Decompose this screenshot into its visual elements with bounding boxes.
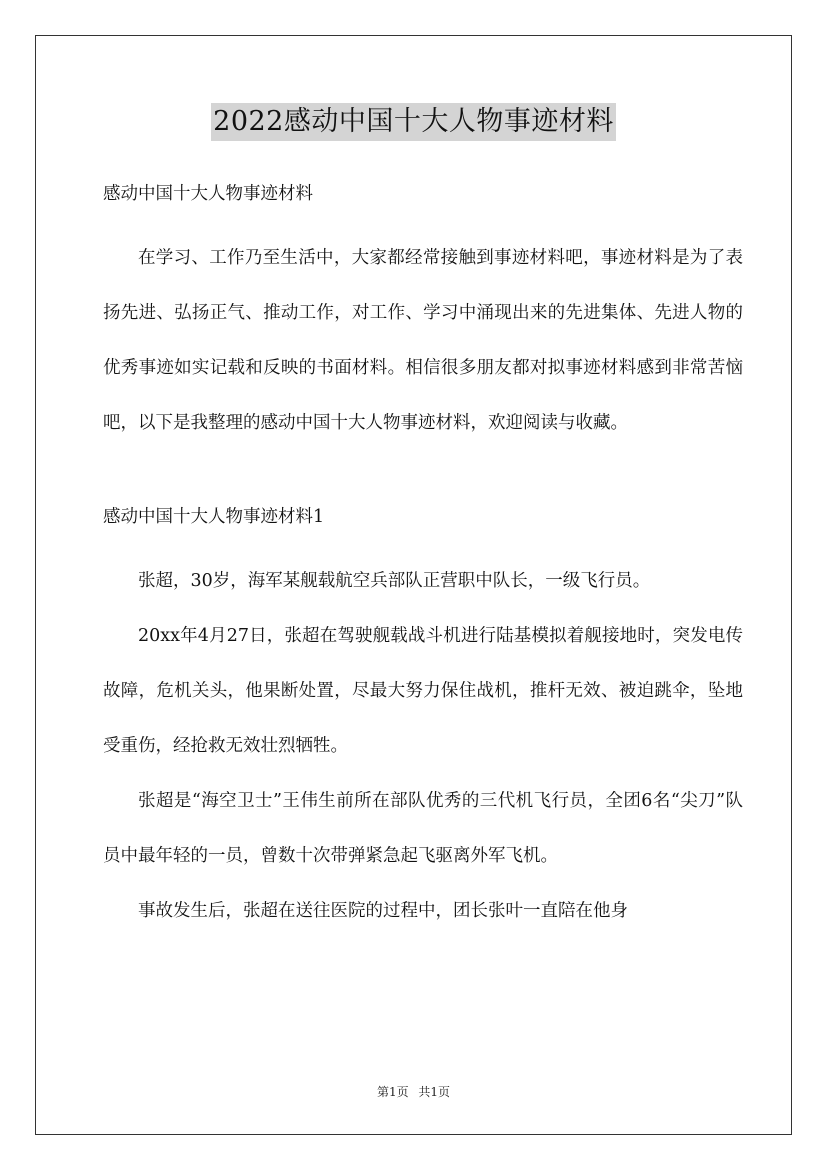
document-title: 2022感动中国十大人物事迹材料: [211, 103, 616, 141]
spacer: [103, 535, 743, 554]
section-heading: 感动中国十大人物事迹材料1: [103, 507, 325, 527]
spacer: [103, 451, 743, 499]
page-total: 共1页: [418, 1085, 451, 1099]
section-paragraph: 20xx年4月27日，张超在驾驶舰载战斗机进行陆基模拟着舰接地时，突发电传故障，危机关头，他果断处置，尽最大努力保住战机，推杆无效、被迫跳伞，坠地受重伤，经抢救无效壮烈牺牲。: [103, 626, 743, 756]
intro-paragraph: 在学习、工作乃至生活中，大家都经常接触到事迹材料吧，事迹材料是为了表扬先进、弘扬正气、推动工作，对工作、学习中涌现出来的先进集体、先进人物的优秀事迹如实记载和反映的书面材料。相信很多朋友都对拟事迹材料感到非常苦恼吧，以下是我整理的感动中国十大人物事迹材料，欢迎阅读与收藏。: [103, 248, 743, 433]
page-number: 第1页: [376, 1085, 409, 1099]
section-paragraph: 张超，30岁，海军某舰载航空兵部队正营职中队长，一级飞行员。: [138, 571, 651, 591]
title-container: [0, 103, 827, 141]
spacer: [103, 212, 743, 231]
section-paragraph: 张超是“海空卫士”王伟生前所在部队优秀的三代机飞行员，全团6名“尖刀”队员中最年轻的一员，曾数十次带弹紧急起飞驱离外军飞机。: [103, 791, 743, 866]
page-footer: [0, 1083, 827, 1100]
section-paragraph: 事故发生后，张超在送往医院的过程中，团长张叶一直陪在他身: [138, 901, 628, 921]
document-body: [103, 176, 743, 939]
document-subtitle: 感动中国十大人物事迹材料: [103, 184, 313, 204]
